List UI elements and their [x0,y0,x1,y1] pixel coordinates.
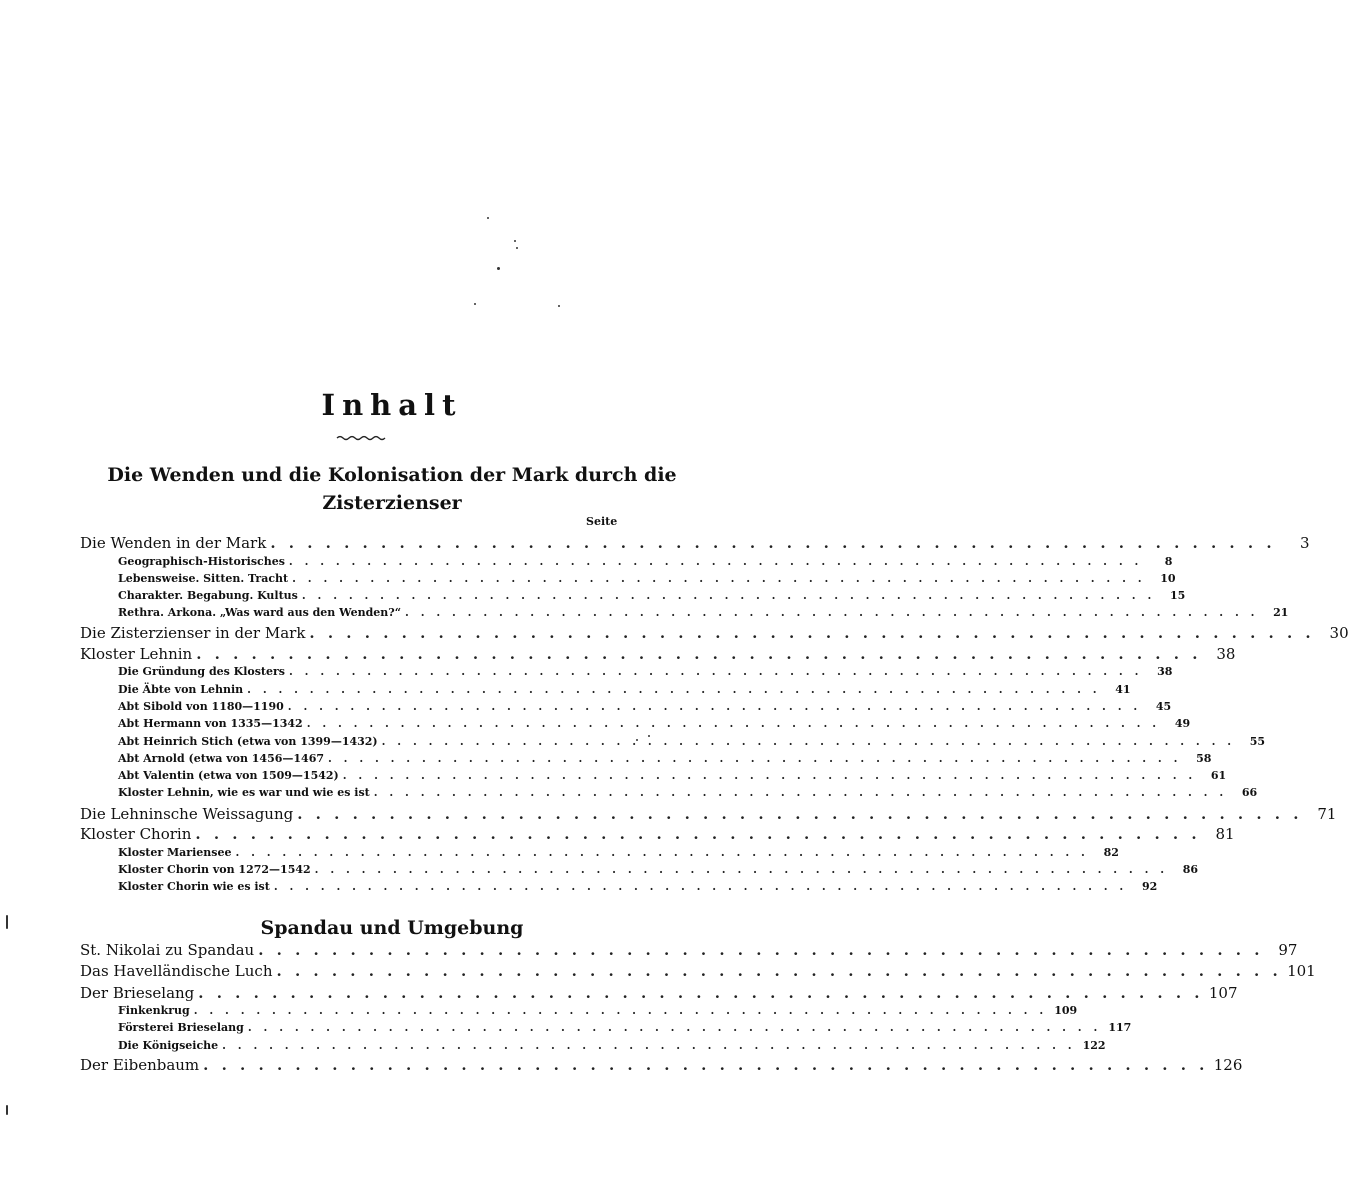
page-title: Inhalt [321,388,463,422]
toc-page-number: 45 [1155,700,1172,713]
toc-entry-title: Kloster Lehnin [80,645,193,663]
dot-leader: . . . . . . . . . . . . . . . . . . . . . . . . . . . . . . . . . . . . . . . . . . . . . . . . . . . . . . . [195,825,1201,843]
toc-entry-title: Lebensweise. Sitten. Tracht [118,572,289,585]
toc-entry-title: Kloster Mariensee [118,846,232,859]
toc-page-number: 49 [1174,717,1191,730]
print-speck [6,1105,8,1115]
toc-page-number: 86 [1182,863,1199,876]
toc-entry-title: Geographisch-Historisches [118,555,285,568]
toc-page-number: 117 [1108,1021,1132,1034]
toc-entry-title: Abt Sibold von 1180—1190 [118,700,284,713]
dot-leader: . . . . . . . . . . . . . . . . . . . . . . . . . . . . . . . . . . . . . . . . . . . . . . . . . . . . . . . [405,606,1259,619]
toc-subentry [118,1039,1106,1056]
toc-entry-title: St. Nikolai zu Spandau [80,941,255,959]
toc-entry-title: Abt Hermann von 1335—1342 [118,717,303,730]
dot-leader: . . . . . . . . . . . . . . . . . . . . . . . . . . . . . . . . . . . . . . . . . . . . . . . . . . . . . . . [297,805,1303,823]
toc-entry-title: Rethra. Arkona. „Was ward aus den Wenden?“ [118,606,402,619]
toc-entry-title: Die Lehninsche Weissagung [80,805,294,823]
dot-leader: . . . . . . . . . . . . . . . . . . . . . . . . . . . . . . . . . . . . . . . . . . . . . . . . . . . . . . . [301,589,1156,602]
toc-entry [80,941,1298,961]
print-speck [558,305,560,307]
toc-entry-title: Försterei Brieselang [118,1021,244,1034]
page-column-label: Seite [586,515,618,528]
toc-subentry [118,717,1191,734]
toc-entry-title: Kloster Chorin von 1272—1542 [118,863,311,876]
toc-subentry [118,555,1173,572]
dot-leader: . . . . . . . . . . . . . . . . . . . . . . . . . . . . . . . . . . . . . . . . . . . . . . . . . . . . . . . [198,984,1204,1002]
toc-entry [80,624,1349,644]
print-speck [516,247,518,249]
toc-subentry [118,1021,1132,1038]
toc-page-number: 126 [1213,1056,1243,1074]
toc-entry [80,534,1310,554]
toc-page-number: 107 [1208,984,1238,1002]
dot-leader: . . . . . . . . . . . . . . . . . . . . . . . . . . . . . . . . . . . . . . . . . . . . . . . . . . . . . . . [309,624,1315,642]
dot-leader: . . . . . . . . . . . . . . . . . . . . . . . . . . . . . . . . . . . . . . . . . . . . . . . . . . . . . . . [203,1056,1209,1074]
toc-entry-title: Die Zisterzienser in der Mark [80,624,306,642]
dot-leader: . . . . . . . . . . . . . . . . . . . . . . . . . . . . . . . . . . . . . . . . . . . . . . . . . . . . . . . [235,846,1089,859]
toc-entry-title: Die Gründung des Klosters [118,665,285,678]
toc-entry [80,645,1236,665]
toc-page-number: 38 [1157,665,1173,678]
toc-subentry [118,752,1212,769]
toc-page-number: 61 [1210,769,1227,782]
toc-subentry [118,786,1258,803]
toc-page-number: 109 [1054,1004,1078,1017]
toc-entry-title: Das Havelländische Luch [80,962,273,980]
toc-entry-title: Der Eibenbaum [80,1056,200,1074]
toc-subentry [118,572,1176,589]
toc-subentry [118,863,1199,880]
toc-page-number: 3 [1300,534,1310,552]
toc-page-number: 66 [1241,786,1258,799]
dot-leader: . . . . . . . . . . . . . . . . . . . . . . . . . . . . . . . . . . . . . . . . . . . . . . . . . . . . . . . [381,735,1236,748]
dot-leader: . . . . . . . . . . . . . . . . . . . . . . . . . . . . . . . . . . . . . . . . . . . . . . . . . . . . . . . [306,717,1161,730]
toc-page-number: 38 [1216,645,1236,663]
toc-entry-title: Abt Valentin (etwa von 1509—1542) [118,769,339,782]
toc-page-number: 122 [1082,1039,1106,1052]
dot-leader: . . . . . . . . . . . . . . . . . . . . . . . . . . . . . . . . . . . . . . . . . . . . . . . . . . . . . . . [276,962,1282,980]
print-speck [514,240,516,242]
print-speck [497,267,500,270]
dot-leader: . . . . . . . . . . . . . . . . . . . . . . . . . . . . . . . . . . . . . . . . . . . . . . . . . . . . . . . [342,769,1197,782]
toc-subentry [118,1004,1078,1021]
dot-leader: . . . . . . . . . . . . . . . . . . . . . . . . . . . . . . . . . . . . . . . . . . . . . . . . . . . . . . . [273,880,1128,893]
section-heading [0,461,784,517]
toc-entry-title: Charakter. Begabung. Kultus [118,589,298,602]
toc-page-number: 97 [1278,941,1298,959]
toc-page-number: 71 [1317,805,1337,823]
toc-page-number: 101 [1287,962,1316,980]
toc-subentry [118,735,1266,752]
dot-leader: . . . . . . . . . . . . . . . . . . . . . . . . . . . . . . . . . . . . . . . . . . . . . . . . . . . . . . . [289,665,1143,678]
title-ornament-squiggle [337,434,385,442]
dot-leader: . . . . . . . . . . . . . . . . . . . . . . . . . . . . . . . . . . . . . . . . . . . . . . . . . . . . . . . [373,786,1228,799]
toc-entry-title: Die Königseiche [118,1039,219,1052]
dot-leader: . . . . . . . . . . . . . . . . . . . . . . . . . . . . . . . . . . . . . . . . . . . . . . . . . . . . . . . [328,752,1182,765]
toc-entry [80,984,1238,1004]
dot-leader: . . . . . . . . . . . . . . . . . . . . . . . . . . . . . . . . . . . . . . . . . . . . . . . . . . . . . . . [258,941,1264,959]
toc-entry-title: Finkenkrug [118,1004,190,1017]
toc-entry-title: Kloster Chorin [80,825,192,843]
dot-leader: . . . . . . . . . . . . . . . . . . . . . . . . . . . . . . . . . . . . . . . . . . . . . . . . . . . . . . . [287,700,1142,713]
dot-leader: . . . . . . . . . . . . . . . . . . . . . . . . . . . . . . . . . . . . . . . . . . . . . . . . . . . . . . . [222,1039,1076,1052]
toc-subentry [118,683,1131,700]
toc-page-number: 30 [1329,624,1349,642]
dot-leader: . . . . . . . . . . . . . . . . . . . . . . . . . . . . . . . . . . . . . . . . . . . . . . . . . . . . . . . [288,555,1143,568]
section-heading-line: Die Wenden und die Kolonisation der Mark durch die [107,464,677,486]
toc-page-number: 41 [1115,683,1131,696]
toc-entry-title: Die Wenden in der Mark [80,534,267,552]
dot-leader: . . . . . . . . . . . . . . . . . . . . . . . . . . . . . . . . . . . . . . . . . . . . . . . . . . . . . . . [196,645,1202,663]
toc-page-number: 82 [1103,846,1119,859]
toc-entry-title: Abt Heinrich Stich (etwa von 1399—1432) [118,735,378,748]
toc-subentry [118,846,1119,863]
toc-subentry [118,769,1227,786]
toc-entry-title: Kloster Chorin wie es ist [118,880,270,893]
toc-entry-title: Der Brieselang [80,984,195,1002]
toc-entry-title: Kloster Lehnin, wie es war und wie es ist [118,786,370,799]
print-speck [474,303,476,305]
toc-page-number: 8 [1164,555,1173,568]
print-speck [487,217,489,219]
toc-page-number: 15 [1170,589,1186,602]
toc-page-number: 55 [1249,735,1266,748]
toc-subentry [118,589,1186,606]
toc-subentry [118,606,1289,623]
section-heading-line: Spandau und Umgebung [260,917,524,939]
section-heading [0,914,784,942]
dot-leader: . . . . . . . . . . . . . . . . . . . . . . . . . . . . . . . . . . . . . . . . . . . . . . . . . . . . . . . [247,1021,1102,1034]
dot-leader: . . . . . . . . . . . . . . . . . . . . . . . . . . . . . . . . . . . . . . . . . . . . . . . . . . . . . . . [193,1004,1048,1017]
toc-subentry [118,700,1172,717]
toc-entry [80,962,1316,982]
toc-entry [80,1056,1243,1076]
toc-page-number: 10 [1160,572,1176,585]
toc-entry-title: Die Äbte von Lehnin [118,683,244,696]
section-heading-line: Zisterzienser [322,492,462,514]
toc-page-number: 81 [1215,825,1235,843]
dot-leader: . . . . . . . . . . . . . . . . . . . . . . . . . . . . . . . . . . . . . . . . . . . . . . . . . . . . . . . [247,683,1101,696]
toc-page-number: 21 [1273,606,1289,619]
dot-leader: . . . . . . . . . . . . . . . . . . . . . . . . . . . . . . . . . . . . . . . . . . . . . . . . . . . . . . . [270,534,1276,552]
toc-entry [80,825,1235,845]
toc-subentry [118,880,1158,897]
dot-leader: . . . . . . . . . . . . . . . . . . . . . . . . . . . . . . . . . . . . . . . . . . . . . . . . . . . . . . . [314,863,1169,876]
toc-entry [80,805,1337,825]
toc-page-number: 92 [1141,880,1158,893]
dot-leader: . . . . . . . . . . . . . . . . . . . . . . . . . . . . . . . . . . . . . . . . . . . . . . . . . . . . . . . [292,572,1146,585]
toc-subentry [118,665,1173,682]
toc-page-number: 58 [1196,752,1212,765]
toc-entry-title: Abt Arnold (etwa von 1456—1467 [118,752,324,765]
